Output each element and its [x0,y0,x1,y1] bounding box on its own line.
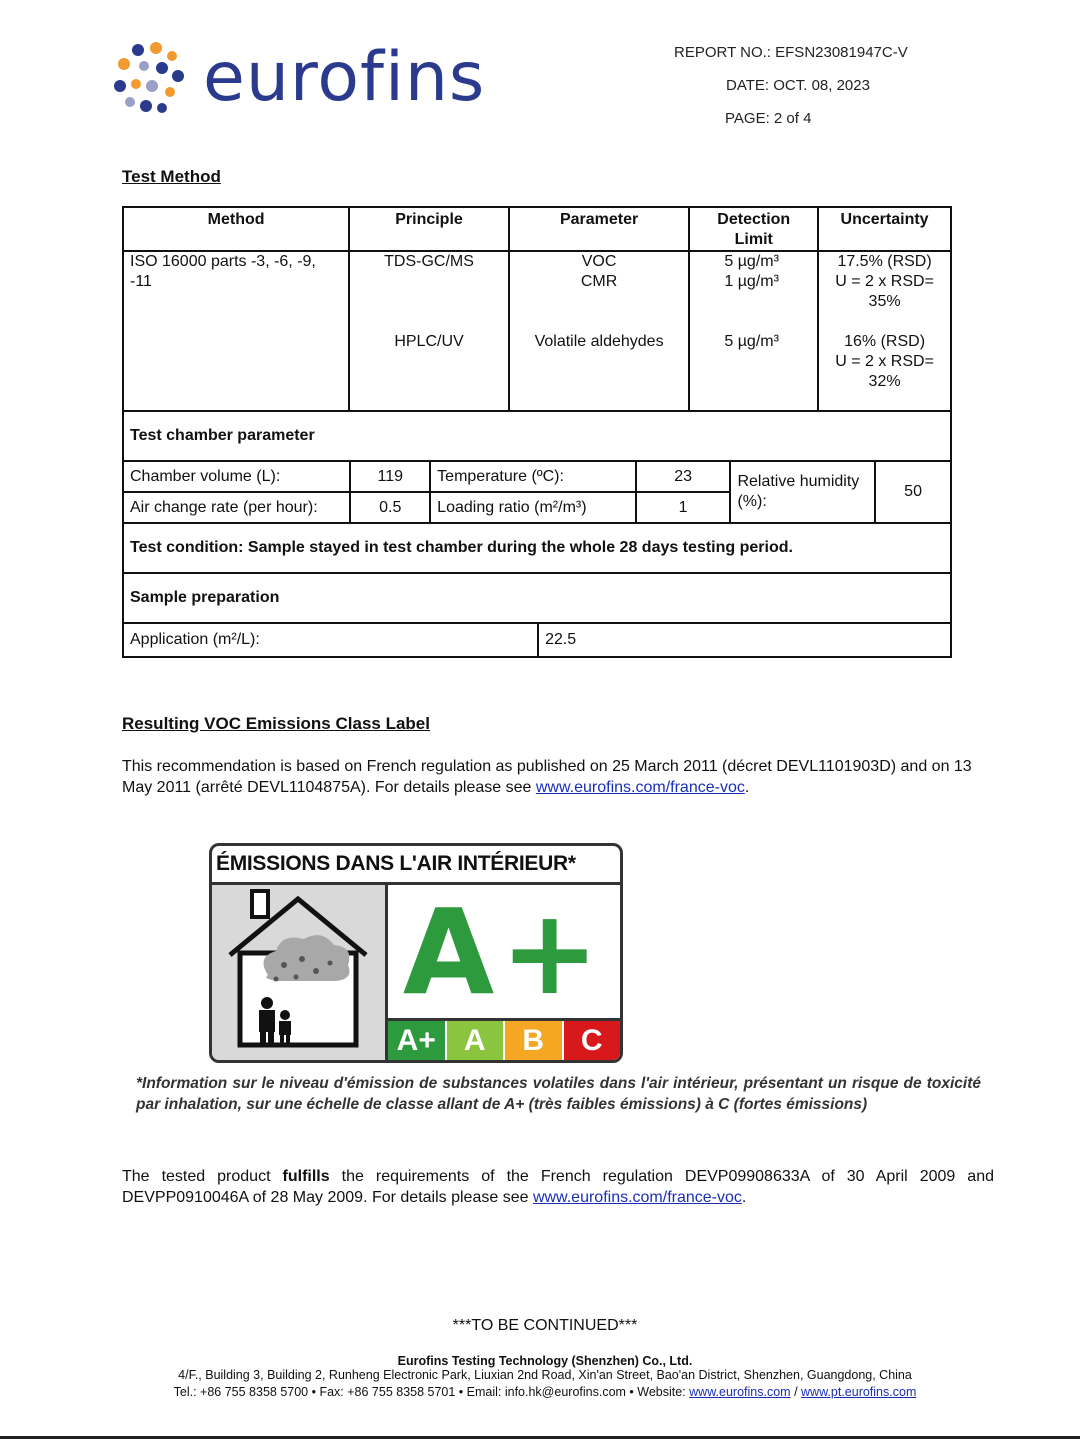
footer-contact [0,1385,1080,1399]
chamber-volume-value: 119 [350,461,430,492]
class-a: A [447,1021,506,1063]
parameter-cell [509,251,690,411]
method-cell [123,251,349,411]
voc-label-title: Resulting VOC Emissions Class Label [122,714,430,733]
header-parameter: Parameter [509,207,690,251]
header-principle: Principle [349,207,509,251]
application-label: Application (m²/L): [123,623,538,657]
para2-post: the requirements of the French regulation DEVP09908633A of 30 April 2009 and DEVPP0910046A of 28 May 2009. For details please see [122,1168,994,1206]
france-voc-link-2[interactable]: www.eurofins.com/france-voc [532,1189,742,1206]
humidity-label: Relative humidity (%): [730,461,875,523]
chamber-volume-label: Chamber volume (L): [123,461,350,492]
label-footnote: *Information sur le niveau d'émission de substances volatiles dans l'air intérieur, présentant un risque de toxicité par inhalation, sur une échelle de classe allant de A+ (très faibles émissions) à C (fortes émissions) [136,1075,981,1113]
page-indicator [725,110,811,127]
uncertainty-2a: 16% (RSD) [844,333,926,350]
page-label: PAGE: [725,110,770,127]
uncertainty-1c: 35% [868,293,901,310]
test-method-table [122,206,952,658]
chamber-parameter-title: Test chamber parameter [123,411,951,461]
footer-separator: / [794,1385,798,1399]
house-panel [212,885,388,1060]
emission-class-label [209,843,623,1063]
footer-company: Eurofins Testing Technology (Shenzhen) Co., Ltd. [397,1354,693,1368]
header-method: Method [123,207,349,251]
header-detection-limit: Detection Limit [689,207,818,251]
principle-1: TDS-GC/MS [384,253,474,270]
report-no-value: EFSN23081947C-V [775,44,908,61]
para2-pre: The tested product [122,1168,271,1185]
to-be-continued: ***TO BE CONTINUED*** [452,1317,638,1334]
temperature-label: Temperature (ºC): [430,461,636,492]
class-scale [388,1018,620,1063]
uncertainty-1a: 17.5% (RSD) [837,253,932,270]
air-change-value: 0.5 [350,492,430,523]
header-uncertainty: Uncertainty [818,207,951,251]
footer-website-link-1[interactable]: www.eurofins.com [689,1385,791,1399]
uncertainty-2c: 32% [868,373,901,390]
footer-contact-text: Tel.: +86 755 8358 5700 • Fax: +86 755 8358 5701 • Email: info.hk@eurofins.com • Website: [173,1385,686,1399]
principle-cell [349,251,509,411]
footer-address: 4/F., Building 3, Building 2, Runheng Electronic Park, Liuxian 2nd Road, Xin'an Street, Bao'an District, Shenzhen, Guangdong, China [178,1368,912,1382]
france-voc-link-1[interactable]: www.eurofins.com/france-voc [535,779,745,796]
detection-3: 5 µg/m³ [724,333,779,350]
date-value: OCT. 08, 2023 [773,77,870,94]
date-label: DATE: [726,77,770,94]
class-b: B [505,1021,564,1063]
report-date [726,77,870,94]
sample-preparation-title: Sample preparation [123,573,951,623]
report-no-label: REPORT NO.: [674,44,771,61]
param-cmr: CMR [580,273,618,290]
test-method-title: Test Method [122,167,221,186]
house-family-icon [212,885,385,1060]
detection-cell [689,251,818,411]
principle-2: HPLC/UV [394,333,464,350]
test-condition: Test condition: Sample stayed in test chamber during the whole 28 days testing period. [123,523,951,573]
page-value: 2 of 4 [773,110,812,127]
voc-paragraph-1: This recommendation is based on French regulation as published on 25 March 2011 (décret DEVL1101903D) and on 13 May 2011 (arrêté DEVL1104875A). For details please see www.eurofins.com/france-voc. [122,758,972,796]
humidity-value: 50 [875,461,951,523]
report-number [674,44,908,61]
company-logo-text: eurofins [203,38,486,117]
class-c: C [564,1021,621,1063]
application-value: 22.5 [538,623,951,657]
footer-website-link-2[interactable]: www.pt.eurofins.com [801,1385,917,1399]
class-a-plus: A+ [388,1021,447,1063]
label-heading: ÉMISSIONS DANS L'AIR INTÉRIEUR* [212,846,620,885]
param-voc: VOC [581,253,617,270]
eurofins-logo-icon [112,42,192,118]
voc-paragraph-2: The tested product fulfills the requirements of the French regulation DEVP09908633A of 30 April 2009 and DEVPP0910046A of 28 May 2009. For details please see www.eurofins.com/france-voc. [122,1168,994,1206]
para2-fulfills: fulfills [282,1168,330,1185]
uncertainty-cell [818,251,951,411]
voc-paragraph-1-text: This recommendation is based on French regulation as published on 25 March 2011 (décret DEVL1101903D) and on 13 May 2011 (arrêté DEVL1104875A). For details please see [122,758,972,796]
param-aldehydes: Volatile aldehydes [534,333,664,350]
uncertainty-2b: U = 2 x RSD= [835,353,934,370]
uncertainty-1b: U = 2 x RSD= [835,273,934,290]
detection-2: 1 µg/m³ [724,273,779,290]
temperature-value: 23 [636,461,731,492]
air-change-label: Air change rate (per hour): [123,492,350,523]
loading-ratio-label: Loading ratio (m²/m³) [430,492,636,523]
loading-ratio-value: 1 [636,492,731,523]
grade-letter: A+ [402,883,606,1021]
detection-1: 5 µg/m³ [724,253,779,270]
method-value: ISO 16000 parts -3, -6, -9, -11 [130,253,316,290]
